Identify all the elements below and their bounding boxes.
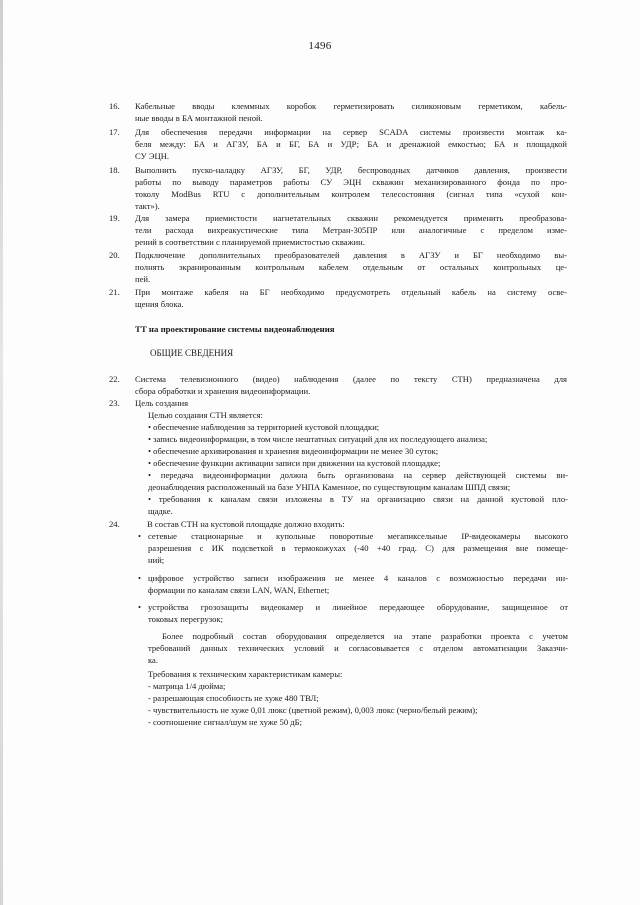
requirement-line: - матрица 1/4 дюйма; [148, 681, 226, 691]
item-text-line: работы по выводу параметров работы СУ ЭЦН скважин механизированного фонда по про- [135, 177, 567, 187]
item-number: 24. [109, 519, 120, 529]
item-text-line: пей. [135, 274, 151, 284]
list-item [109, 373, 567, 397]
requirement-line: - соотношение сигнал/шум не хуже 50 дБ; [148, 717, 302, 727]
requirements-title: Требования к техническим характеристикам камеры: [148, 669, 343, 679]
section-heading: ТТ на проектирование системы видеонаблюдения [135, 324, 335, 334]
bullet-line: формации по каналам связи LAN, WAN, Ethernet; [148, 585, 330, 595]
item-text-line: Для обеспечения передачи информации на сервер SCADA системы произвести монтаж ка- [135, 127, 567, 137]
item-text-line: СУ ЭЦН. [135, 151, 170, 161]
item-number: 16. [109, 101, 120, 111]
page-number: 1496 [308, 40, 332, 52]
list-item [109, 126, 567, 162]
requirement-line: - разрешающая способность не хуже 480 ТВЛ; [148, 693, 319, 703]
item-number: 19. [109, 213, 120, 223]
bullet-line: разрешения с ИК подсветкой в термокожухах (-40 +40 град. С) для размещения вне помеще- [148, 543, 568, 553]
composition-paragraph [148, 630, 568, 666]
item-number: 20. [109, 250, 120, 260]
item-text-line: Выполнить пуско-наладку АГЗУ, БГ, УДР, беспроводных датчиков давления, произвести [135, 165, 567, 175]
goal-line: • обеспечение архивирования и хранения видеоинформации не менее 30 суток; [148, 446, 439, 456]
item-text-line: беля между: БА и АГЗУ, БА и БГ, БА и УДР; БА и дренажной емкостью; БА и площадкой [135, 139, 567, 149]
list-item [109, 286, 567, 310]
goals-intro: Целью создания СТН является: [148, 410, 263, 420]
goal-line: щадке. [148, 506, 173, 516]
goal-line: • обеспечение функции активации записи при движении на кустовой площадке; [148, 458, 441, 468]
item-text-line: щения блока. [135, 299, 184, 309]
scan-edge [0, 0, 3, 905]
item-text-line: рений в соответствии с планируемой приемистостью скважин. [135, 237, 365, 247]
bullet-icon: • [138, 573, 142, 583]
paragraph-line: требований данных технических условий и согласовывается с отделом автоматизации Заказчи- [148, 643, 568, 653]
item-number: 23. [109, 398, 120, 408]
item-text-line: В состав СТН на кустовой площадке должно входить: [147, 519, 345, 529]
item-text-line: ные вводы в БА монтажной пеной. [135, 113, 263, 123]
item-number: 22. [109, 374, 120, 384]
item-text-line: Подключение дополнительных преобразователей давления в АГЗУ и БГ необходимо вы- [135, 250, 567, 260]
list-item [109, 249, 567, 285]
item-text-line: Кабельные вводы клеммных коробок герметизировать силиконовым герметиком, кабель- [135, 101, 567, 111]
bullet-icon: • [138, 531, 142, 541]
goal-line: • обеспечение наблюдения за территорией кустовой площадки; [148, 422, 380, 432]
item-text-line: токолу ModBus RTU с дополнительным контролем телесостояния (сигнал типа «сухой кон- [135, 189, 567, 199]
item-text-line: такт»). [135, 201, 160, 211]
list-item [109, 100, 567, 124]
item-text-line: Для замера приемистости нагнетательных скважин рекомендуется применить преобразова- [135, 213, 567, 223]
list-item [109, 397, 567, 409]
requirement-line: - чувствительность не хуже 0,01 люкс (цветной режим), 0,003 люкс (черно/белый режим); [148, 705, 478, 715]
item-text-line: Система телевизионного (видео) наблюдения (далее по тексту СТН) предназначена для [135, 374, 567, 384]
item-text-line: сбора обработки и хранения видеоинформации. [135, 386, 311, 396]
item-number: 18. [109, 165, 120, 175]
goal-line: • запись видеоинформации, в том числе нештатных ситуаций для их последующего анализа; [148, 434, 488, 444]
bullet-line: токовых перегрузок; [148, 614, 223, 624]
item-text-line: Цель создания [135, 398, 189, 408]
camera-requirements [148, 668, 568, 728]
equipment-bullet [138, 601, 568, 625]
bullet-line: ний; [148, 555, 165, 565]
list-item [109, 164, 567, 212]
paragraph-line: ка. [148, 655, 159, 665]
goals-block [148, 409, 568, 517]
equipment-bullet [138, 530, 568, 566]
item-text-line: При монтаже кабеля на БГ необходимо предусмотреть отдельный кабель на систему осве- [135, 287, 567, 297]
goal-line: • передача видеоинформации должна быть организована на сервер действующей системы ви- [148, 470, 568, 480]
goal-line: • требования к каналам связи изложены в ТУ на организацию связи на данной кустовой пло- [148, 494, 568, 504]
item-text-line: тели расхода вихреакустические типа Метран-305ПР или аналогичные с пределом измe- [135, 225, 567, 235]
paragraph-line: Более подробный состав оборудования определяется на этапе разработки проекта с учетом [162, 631, 568, 641]
goal-line: деонаблюдения расположенный на базе УНПА Каменное, по существующим каналам ШПД связи; [148, 482, 511, 492]
list-item [109, 518, 567, 530]
equipment-bullet [138, 572, 568, 596]
bullet-line: устройства грозозащиты видеокамер и линейное передающее оборудование, защищенное от [148, 602, 568, 612]
list-item [109, 212, 567, 248]
item-text-line: полнять экранированным контрольным кабелем отдельным от остальных контрольных це- [135, 262, 567, 272]
item-number: 21. [109, 287, 120, 297]
bullet-line: цифровое устройство записи изображения не менее 4 каналов с возможностью передачи ин- [148, 573, 568, 583]
subheading: ОБЩИЕ СВЕДЕНИЯ [150, 348, 234, 358]
item-number: 17. [109, 127, 120, 137]
bullet-line: сетевые стационарные и купольные поворотные мегапиксельные IP-видеокамеры высокого [148, 531, 568, 541]
bullet-icon: • [138, 602, 142, 612]
